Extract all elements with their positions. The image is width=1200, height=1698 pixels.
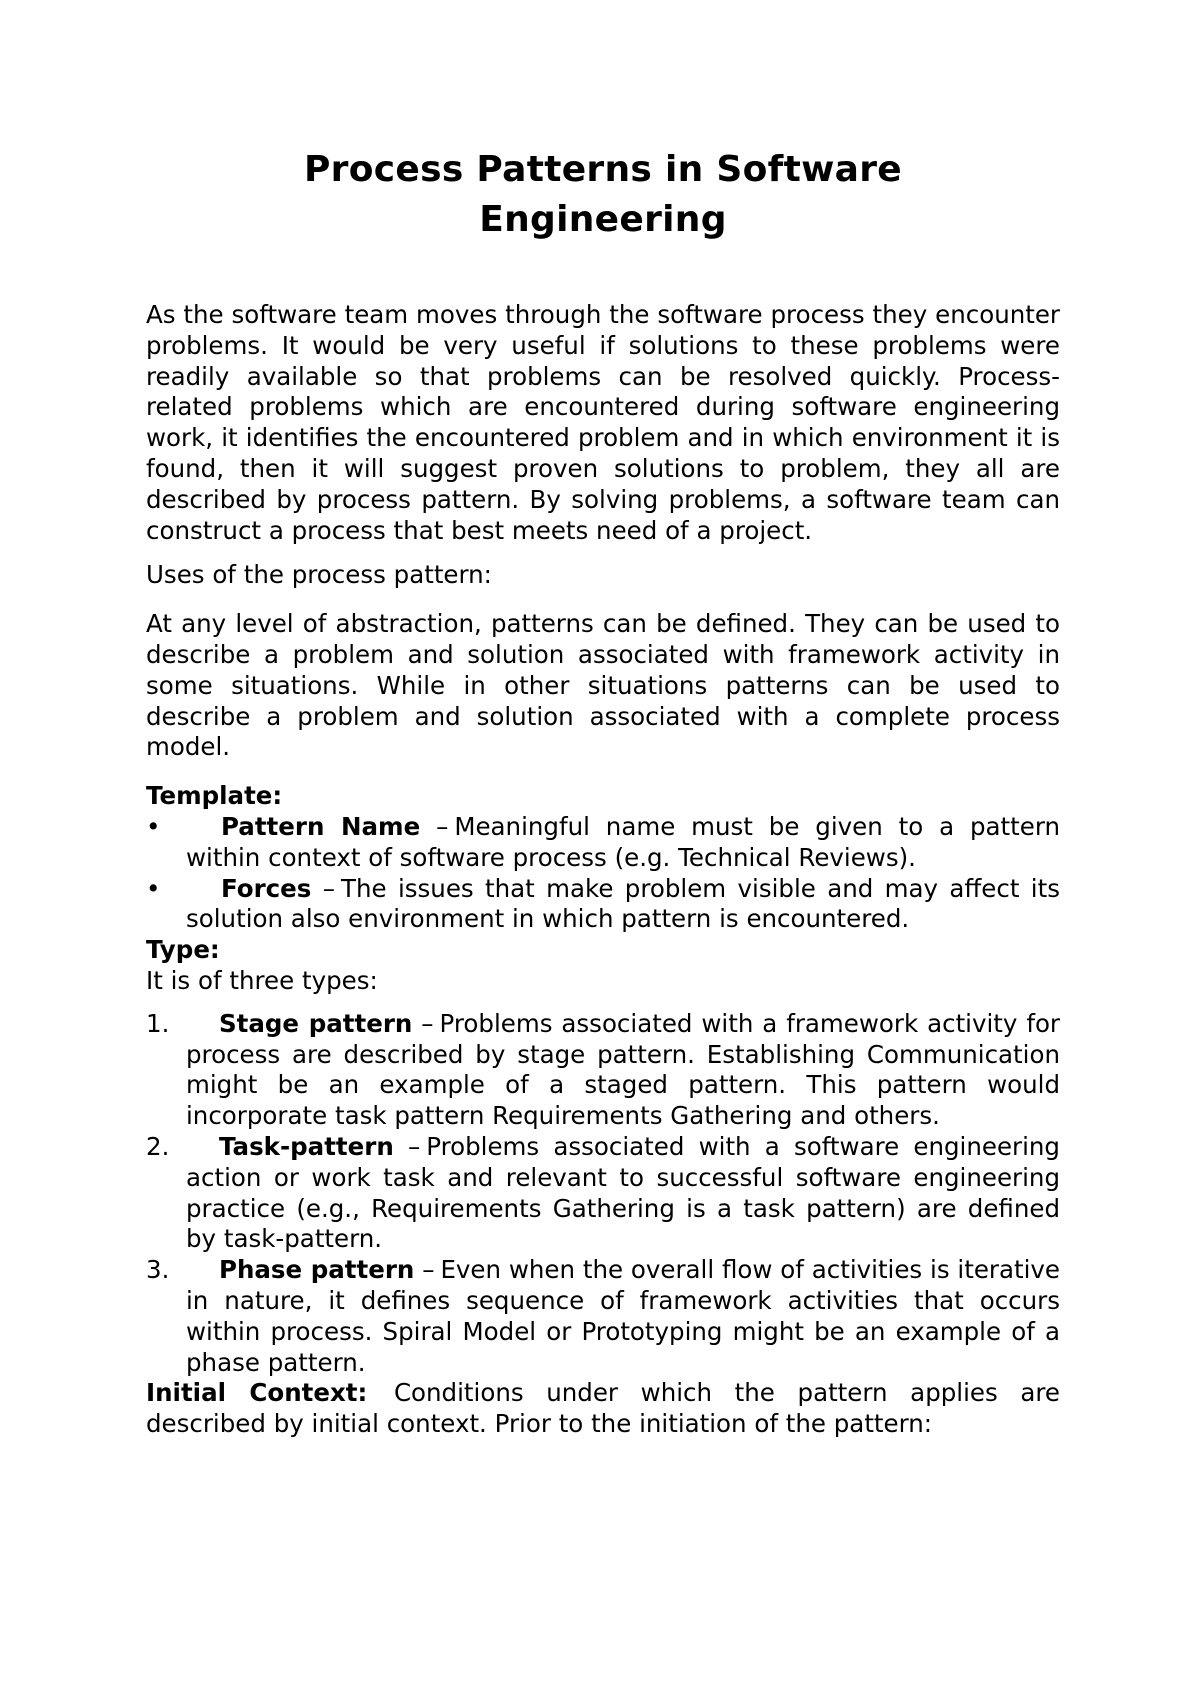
item-term: Forces <box>221 873 312 903</box>
template-heading: Template: <box>146 781 283 811</box>
bullet-marker: • <box>146 811 161 841</box>
list-item <box>146 812 1060 874</box>
item-number: 1. <box>146 1008 170 1038</box>
item-separator: – <box>421 1008 434 1038</box>
type-list <box>146 1009 1060 1379</box>
initial-context-paragraph <box>146 1378 1060 1440</box>
item-separator: – <box>436 811 449 841</box>
document-content <box>146 145 1060 1440</box>
item-separator: – <box>322 873 336 903</box>
item-term: Stage pattern <box>219 1008 413 1038</box>
item-term: Pattern Name <box>221 811 421 841</box>
initial-context-term: Initial Context: <box>146 1378 368 1408</box>
type-heading: Type: <box>146 935 220 965</box>
item-text: The issues that make problem visible and may affect its solution also environment in which pattern is encountered. <box>186 873 1060 934</box>
item-separator: – <box>422 1255 435 1285</box>
type-intro: It is of three types: <box>146 965 378 995</box>
template-list <box>146 812 1060 935</box>
uses-heading: Uses of the process pattern: <box>146 560 492 590</box>
item-text: Problems associated with a software engineering action or work task and relevant to successful software engineering practice (e.g., Requirements Gathering is a task pattern) are defined by task-pattern. <box>186 1131 1060 1254</box>
uses-paragraph: At any level of abstraction, patterns can be defined. They can be used to describe a problem and solution associated with framework activity in some situations. While in other situations patterns can be used to describe a problem and solution associated with a complete process model. <box>146 609 1060 762</box>
item-term: Phase pattern <box>219 1255 415 1285</box>
list-item <box>146 874 1060 936</box>
item-number: 3. <box>146 1255 170 1285</box>
item-text: Even when the overall flow of activities is iterative in nature, it defines sequence of framework activities that occurs within process. Spiral Model or Prototyping might be an example of a phase pattern. <box>186 1255 1060 1377</box>
list-item <box>146 1009 1060 1132</box>
bullet-marker: • <box>146 873 161 903</box>
page-title <box>146 145 1060 245</box>
item-number: 2. <box>146 1131 170 1161</box>
item-text: Problems associated with a framework activity for process are described by stage pattern. Establishing Communication might be an example of a staged pattern. This pattern would incorporate task pattern Requirements Gathering and others. <box>186 1008 1061 1131</box>
item-separator: – <box>407 1131 421 1161</box>
item-term: Task-pattern <box>219 1131 394 1161</box>
list-item <box>146 1255 1060 1378</box>
title-line-1: Process Patterns in Software <box>303 149 903 190</box>
initial-context-text: Conditions under which the pattern applies are described by initial context. Prior to the initiation of the pattern: <box>146 1378 1061 1439</box>
list-item <box>146 1132 1060 1255</box>
intro-paragraph: As the software team moves through the software process they encounter problems. It would be very useful if solutions to these problems were readily available so that problems can be resolved quickly. Process-related problems which are encountered during software engineering work, it identifies the encountered problem and in which environment it is found, then it will suggest proven solutions to problem, they all are described by process pattern. By solving problems, a software team can construct a process that best meets need of a project. <box>146 300 1060 545</box>
title-line-2: Engineering <box>479 199 727 240</box>
item-text: Meaningful name must be given to a pattern within context of software process (e.g. Technical Reviews). <box>186 811 1060 872</box>
